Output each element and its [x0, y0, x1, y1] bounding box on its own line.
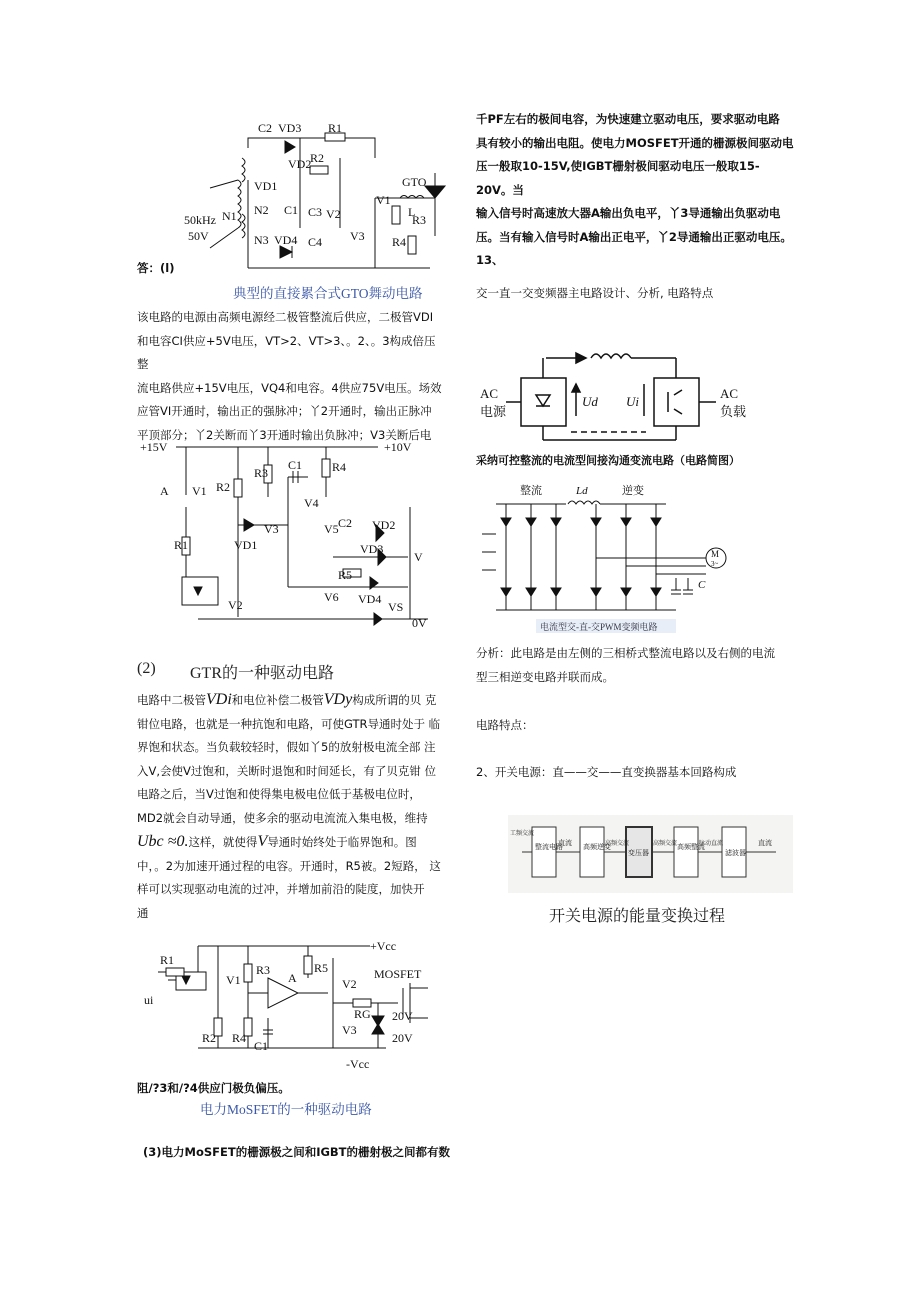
paragraph-mosfet-igbt — [476, 108, 796, 273]
fig1-n3-label: N3 — [254, 233, 269, 247]
paragraph-3-start: (3)电力MoSFET的栅源极之间和IGBT的栅射极之间都有数 — [143, 1145, 451, 1159]
math-ubc: Ubc ≈0. — [137, 833, 189, 850]
fig3-ui-label: ui — [144, 993, 154, 1007]
answer-label: 答：(l) — [137, 261, 175, 275]
fig6-signal-input: 工频交流 — [510, 831, 535, 837]
fig4-load-label: 负载 — [720, 404, 747, 419]
fig1-n2-label: N2 — [254, 203, 269, 217]
fig1-c4-label: C4 — [308, 235, 323, 249]
fig1-volt-label: 50V — [188, 229, 209, 243]
fig1-r1-label: R1 — [328, 121, 343, 135]
text-line: 压一般取10-15V,使IGBT栅射极间驱动电压一般取15-20V。当 — [476, 159, 760, 197]
text-line: 通 — [137, 905, 149, 920]
switching-supply-block-diagram — [508, 815, 793, 895]
fig1-n1-label: N1 — [222, 209, 237, 223]
text-line: 中，。2为加速开通过程的电容。开通时，R5被。2短路， 这 — [137, 858, 441, 873]
fig3-r2-label: R2 — [202, 1031, 217, 1045]
question13-title: 交一直一交变频器主电路设计、分析, 电路特点 — [476, 286, 714, 300]
text-line: 具有较小的输出电阻。使电力MOSFET开通的栅源极间驱动电 — [476, 135, 794, 150]
text-line: 应管VI开通时，输出正的强脉冲；丫2开通时，输出正脉冲 — [137, 404, 432, 418]
fig1-vd4-label: VD4 — [274, 233, 298, 247]
fig1-c1-label: C1 — [284, 203, 299, 217]
fig2-c1-label: C1 — [288, 458, 303, 472]
fig2-r1-label: R1 — [174, 538, 189, 552]
fig6-signal-dc1: 直流 — [558, 839, 572, 847]
fig5-caption: 电流型交-直-交PWM变频电路 — [540, 622, 658, 632]
text-line: 样可以实现驱动电流的过冲，并增加前沿的陡度，加快开 — [137, 882, 425, 896]
current-source-converter-figure — [476, 340, 786, 470]
fig3-r1-label: R1 — [160, 953, 175, 967]
text-line: 和电容CI供应+5V电压，VT>2、VT>3、。2、。3构成倍压整 — [137, 333, 436, 371]
text-line: 输入信号时高速放大器A输出负电平，丫3导通输出负驱动电 — [476, 206, 781, 220]
text-span: 电路中二极管 — [137, 693, 206, 707]
fig3-vcc-label: +Vcc — [370, 939, 397, 953]
fig3-c1-label: C1 — [254, 1039, 269, 1053]
text-line: 平顶部分；丫2关断而丫3开通时输出负脉冲；V3关断后电 — [137, 427, 432, 442]
fig1-l-label: L — [408, 205, 416, 219]
fig1-c2-label: C2 — [258, 121, 273, 135]
fig4-source-label: 电源 — [480, 404, 507, 419]
text-line: 该电路的电源由高频电源经二极管整流后供应，二极管VDI — [137, 310, 434, 324]
pwm-inverter-figure — [476, 478, 746, 636]
fig3-rg-label: RG — [354, 1007, 371, 1021]
text-line: 型三相逆变电路并联而成。 — [476, 669, 614, 684]
text-span: 这样，就使得 — [188, 835, 258, 849]
fig1-vd2-label: VD2 — [288, 157, 312, 171]
fig5-ld-label: Ld — [576, 485, 588, 497]
fig2-v1-label: V1 — [192, 484, 207, 498]
fig1-v2-label: V2 — [326, 207, 341, 221]
fig2-r3-label: R3 — [254, 466, 269, 480]
fig6-box-filter: 滤波器 — [725, 849, 746, 857]
text-span: 导通时始终处于临界饱和。图 — [267, 835, 417, 849]
circuit-features-label: 电路特点： — [476, 718, 534, 732]
switching-supply-item: 2、开关电源：直——交——直变换器基本回路构成 — [476, 765, 737, 779]
fig4-ac-left-label: AC — [480, 386, 499, 401]
fig3-caption: 电力MoSFET的一种驱动电路 — [200, 1102, 372, 1117]
fig6-box-inverter: 高频逆变 — [583, 843, 611, 851]
fig3-r5-label: R5 — [314, 961, 329, 975]
section2-number: (2) — [137, 660, 156, 677]
fig2-p10v-label: +10V — [384, 440, 412, 454]
fig1-r2-label: R2 — [310, 151, 325, 165]
fig4-caption: 采纳可控整流的电流型间接沟通变流电路（电路简图） — [476, 454, 740, 467]
fig3-r3-label: R3 — [256, 963, 271, 977]
fig6-signal-dc2: 直流 — [758, 839, 772, 847]
fig6-caption: 开关电源的能量变换过程 — [549, 908, 726, 925]
fig3-note: 阻/?3和/?4供应门极负偏压。 — [137, 1081, 290, 1095]
fig2-v2-label: V2 — [228, 598, 243, 612]
fig4-ac-right-label: AC — [720, 386, 739, 401]
text-line: 千PF左右的极间电容，为快速建立驱动电压，要求驱动电路 — [476, 112, 780, 126]
text-line: 分析：此电路是由左侧的三相桥式整流电路以及右侧的电流 — [476, 646, 775, 660]
text-line: 界饱和状态。当负载较轻时，假如丫5的放射极电流全部 注 — [137, 740, 436, 754]
fig2-vd1-label: VD1 — [234, 538, 258, 552]
fig2-vd3-label: VD3 — [360, 542, 384, 556]
fig3-nvcc-label: -Vcc — [346, 1057, 370, 1071]
fig3-v3-label: V3 — [342, 1023, 357, 1037]
fig1-c3-label: C3 — [308, 205, 323, 219]
fig1-gto-label: GTO — [402, 175, 427, 189]
fig2-a-label: A — [160, 484, 169, 498]
fig1-v3-label: V3 — [350, 229, 365, 243]
fig3-mosfet-label: MOSFET — [374, 967, 422, 981]
fig2-v6-label: V6 — [324, 590, 339, 604]
text-line: 压。当有输入信号时A输出正电平，丫2导通输出正驱动电压。 — [476, 229, 792, 244]
fig6-signal-hfac2: 高频交流 — [653, 841, 678, 847]
math-vd2: VDy — [323, 691, 353, 708]
fig1-caption: 典型的直接累合式GTO舞动电路 — [233, 286, 423, 301]
fig2-0v-label: 0V — [412, 616, 427, 629]
fig5-c-label: C — [698, 579, 706, 591]
fig6-box-rectifier: 整流电路 — [535, 843, 563, 851]
fig6-signal-pulsating: 脉动直流 — [699, 841, 724, 847]
text-line: 13、 — [476, 253, 504, 267]
fig2-v4-label: V4 — [304, 496, 319, 510]
fig3-a-label: A — [288, 971, 297, 985]
text-line: 电路之后，当V过饱和使得集电极电位低于基极电位时， — [137, 787, 421, 801]
text-line: 入V,会使V过饱和，关断时退饱和时间延长，有了贝克钳 位 — [137, 763, 437, 778]
gtr-drive-circuit-figure — [138, 437, 438, 629]
paragraph-gto-description — [137, 306, 447, 447]
section2-title: GTR的一种驱动电路 — [190, 665, 335, 682]
text-line: MD2就会自动导通，使多余的驱动电流流入集电极，维持 — [137, 810, 428, 825]
fig4-ud-label: Ud — [582, 394, 598, 409]
fig2-r5-label: R5 — [338, 568, 353, 582]
fig3-v2-label: V2 — [342, 977, 357, 991]
fig2-v3-label: V3 — [264, 522, 279, 536]
fig2-p15v-label: +15V — [140, 440, 168, 454]
fig2-vd2-label: VD2 — [372, 518, 396, 532]
paragraph-gtr-description — [137, 688, 447, 925]
fig6-signal-hfac1: 高频交流 — [605, 841, 630, 847]
text-line: 钳位电路，也就是一种抗饱和电路，可使GTR导通时处于 临 — [137, 716, 441, 731]
mosfet-drive-circuit-figure — [138, 938, 438, 1078]
fig3-z1-label: 20V — [392, 1009, 413, 1023]
text-line: 流电路供应+15V电压，VQ4和电容。4供应75V电压。场效 — [137, 380, 442, 395]
text-line — [137, 830, 447, 855]
fig1-vd1-label: VD1 — [254, 179, 278, 193]
fig5-inv-label: 逆变 — [622, 485, 644, 497]
fig5-motor-phase-label: 3~ — [711, 560, 719, 568]
fig1-r4-label: R4 — [392, 235, 407, 249]
fig2-r4-label: R4 — [332, 460, 347, 474]
fig3-z2-label: 20V — [392, 1031, 413, 1045]
fig3-r4-label: R4 — [232, 1031, 247, 1045]
math-v: V — [257, 833, 268, 850]
fig6-box-hf-rectifier: 高频整流 — [677, 843, 705, 851]
fig1-r3-label: R3 — [412, 213, 427, 227]
fig3-v1-label: V1 — [226, 973, 241, 987]
fig5-rect-label: 整流 — [520, 485, 542, 497]
fig2-vs-label: VS — [388, 600, 404, 614]
text-span: 构成所谓的贝 克 — [352, 693, 437, 707]
paragraph-analysis — [476, 642, 796, 689]
text-span: 和电位补偿二极管 — [231, 693, 324, 707]
fig2-vd4-label: VD4 — [358, 592, 382, 606]
gto-drive-circuit-figure — [180, 118, 450, 278]
fig4-ui-label: Ui — [626, 394, 639, 409]
fig6-box-transformer: 变压器 — [628, 849, 649, 857]
fig2-c2-label: C2 — [338, 516, 353, 530]
fig2-v5-label: V5 — [324, 522, 339, 536]
fig1-vd3-label: VD3 — [278, 121, 302, 135]
fig1-v1-label: V1 — [376, 193, 391, 207]
fig5-motor-label: M — [711, 549, 720, 559]
fig2-v-label: V — [414, 550, 423, 564]
fig1-freq-label: 50kHz — [184, 213, 216, 227]
fig2-r2-label: R2 — [216, 480, 231, 494]
math-vd1: VDi — [206, 691, 232, 708]
text-line — [137, 688, 447, 713]
